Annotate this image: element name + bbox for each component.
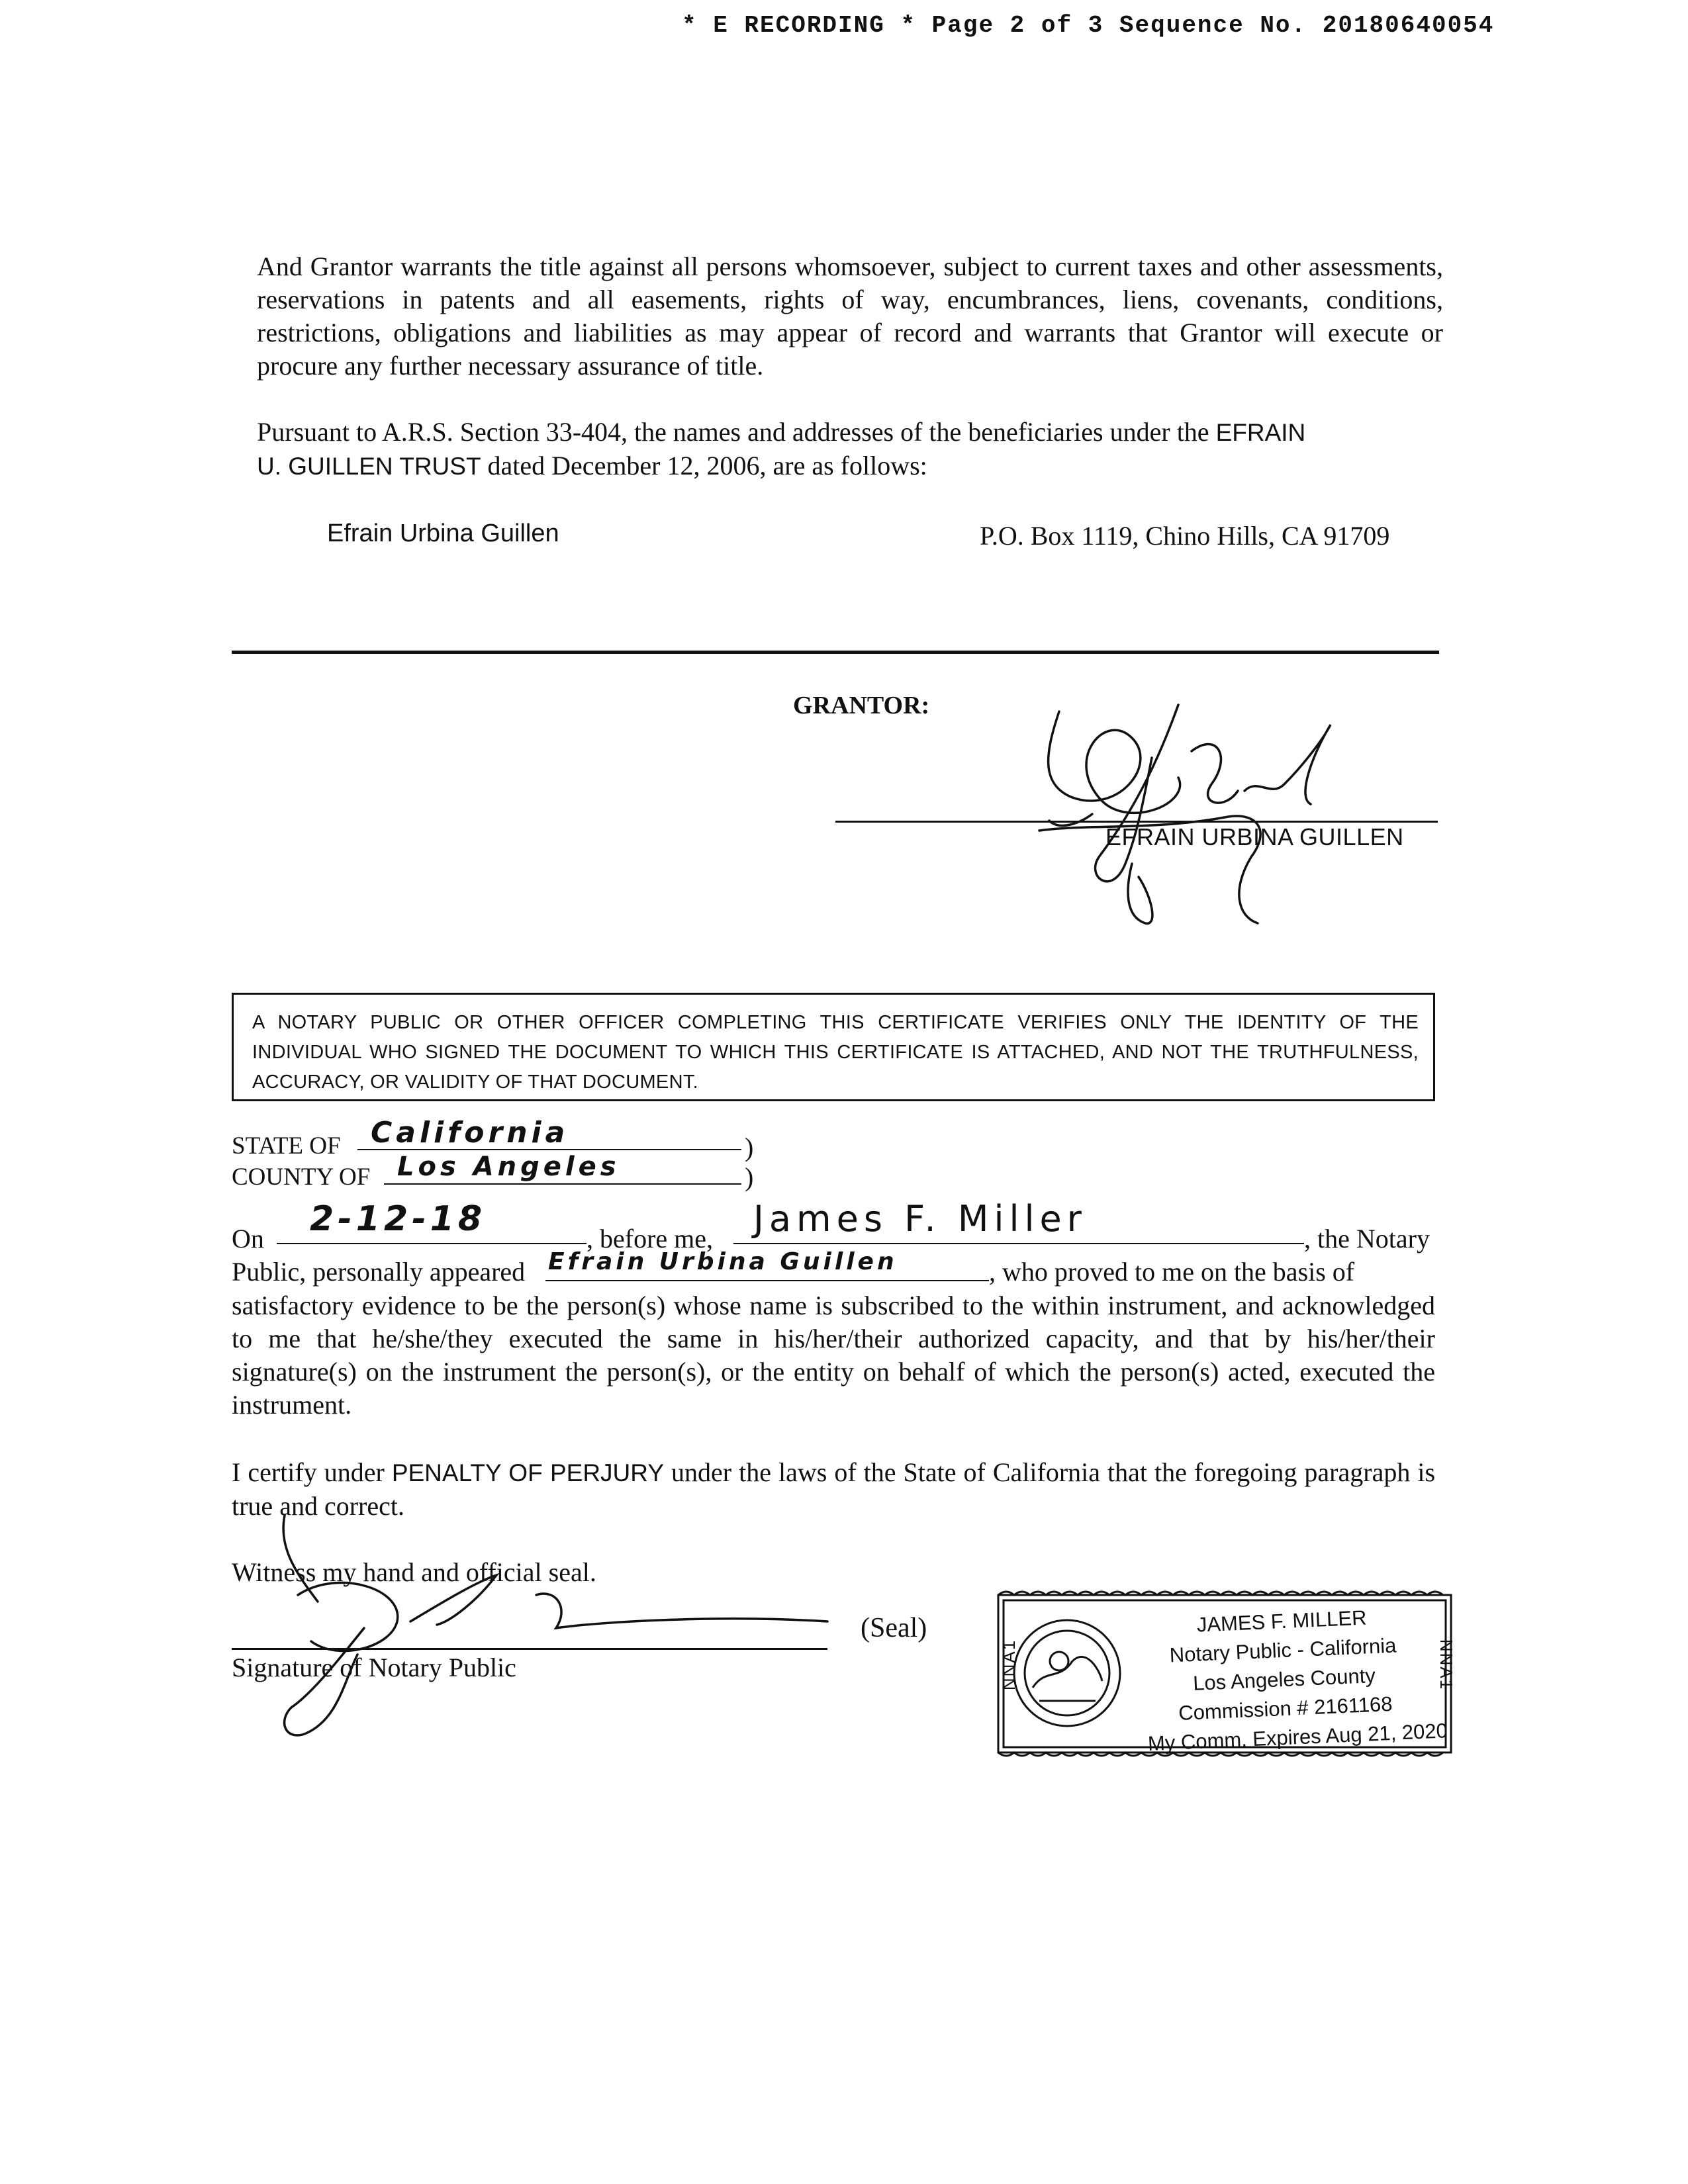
beneficiary-lead: Pursuant to A.R.S. Section 33-404, the names and addresses of the beneficiaries under the [257, 417, 1209, 447]
grantor-label: GRANTOR: [793, 692, 930, 719]
acknowledgment-body: satisfactory evidence to be the person(s) whose name is subscribed to the within instrument, and acknowledged to me that he/she/they executed the same in his/her/their authorized capacity, and that by his/her/their signature(s) on the instrument the person(s), or the entity on behalf of which the person(s) acted, executed the instrument. [232, 1291, 1435, 1420]
witness-line: Witness my hand and official seal. [232, 1557, 596, 1587]
acknowledgment-date: 2-12-18 [277, 1199, 586, 1244]
seal-notary-name: JAMES F. MILLER [1196, 1606, 1368, 1637]
appeared-person-value: Efrain Urbina Guillen [545, 1248, 989, 1281]
grantor-printed-name: EFRAIN URBINA GUILLEN [1105, 823, 1404, 850]
notary-notice-box: A NOTARY PUBLIC OR OTHER OFFICER COMPLETING THIS CERTIFICATE VERIFIES ONLY THE IDENTITY OF THE INDIVIDUAL WHO SIGNED THE DOCUMENT TO WHICH THIS CERTIFICATE IS ATTACHED, AND NOT THE TRUTHFULNESS, ACCURACY, OR VALIDITY OF THAT DOCUMENT. [232, 993, 1435, 1101]
seal-expiration: My Comm. Expires Aug 21, 2020 [1147, 1719, 1448, 1756]
county-label: COUNTY OF [232, 1163, 371, 1191]
state-paren: ) [745, 1132, 754, 1162]
penalty-of-perjury: PENALTY OF PERJURY [391, 1459, 665, 1486]
state-label: STATE OF [232, 1132, 341, 1160]
grantor-signature-scribble [1019, 698, 1390, 943]
certification-lead: I certify under [232, 1457, 385, 1487]
the-notary-text: , the Notary [1304, 1224, 1430, 1253]
who-proved-text: , who proved to me on the basis of [989, 1257, 1355, 1287]
notary-signature-label: Signature of Notary Public [232, 1653, 516, 1682]
certification-tail: under the laws of the State of California that the foregoing paragraph is true and correct. [232, 1457, 1436, 1521]
seal-side-text-left: NNA1 [999, 1639, 1019, 1691]
beneficiary-address: P.O. Box 1119, Chino Hills, CA 91709 [980, 521, 1390, 551]
notary-seal-stamp [993, 1588, 1456, 1760]
california-state-seal [1014, 1620, 1120, 1726]
section-divider [232, 651, 1439, 654]
on-label: On [232, 1224, 264, 1253]
beneficiary-tail: dated December 12, 2006, are as follows: [487, 451, 927, 480]
beneficiary-paragraph [257, 416, 1443, 483]
state-value: California [357, 1116, 741, 1150]
county-value: Los Angeles [384, 1152, 741, 1185]
beneficiary-name: Efrain Urbina Guillen [327, 520, 559, 547]
seal-side-text-right: NNA1 [1436, 1639, 1457, 1691]
county-paren: ) [745, 1162, 754, 1192]
notary-signature-line [232, 1648, 827, 1650]
trust-name-part1: EFRAIN [1215, 419, 1306, 446]
seal-commission: Commission # 2161168 [1178, 1692, 1393, 1725]
warranty-paragraph: And Grantor warrants the title against all persons whomsoever, subject to current taxes and other assessments, reservations in patents and all easements, rights of way, encumbrances, liens, covenants, conditions, restrictions, obligations and liabilities as may appear of record and warrants that Grantor will execute or procure any further necessary assurance of title. [257, 251, 1443, 381]
recording-header: * E RECORDING * Page 2 of 3 Sequence No. 20180640054 [682, 12, 1495, 39]
trust-name-part2: U. GUILLEN TRUST [257, 453, 481, 480]
before-me-text: , before me, [586, 1224, 714, 1253]
seal-county: Los Angeles County [1192, 1664, 1376, 1695]
notary-name-handwritten: James F. Miller [733, 1198, 1304, 1244]
notary-signature-scribble [258, 1509, 867, 1747]
seal-notary-title: Notary Public - California [1169, 1633, 1397, 1667]
seal-label: (Seal) [861, 1613, 927, 1643]
public-appeared-text: Public, personally appeared [232, 1257, 526, 1287]
